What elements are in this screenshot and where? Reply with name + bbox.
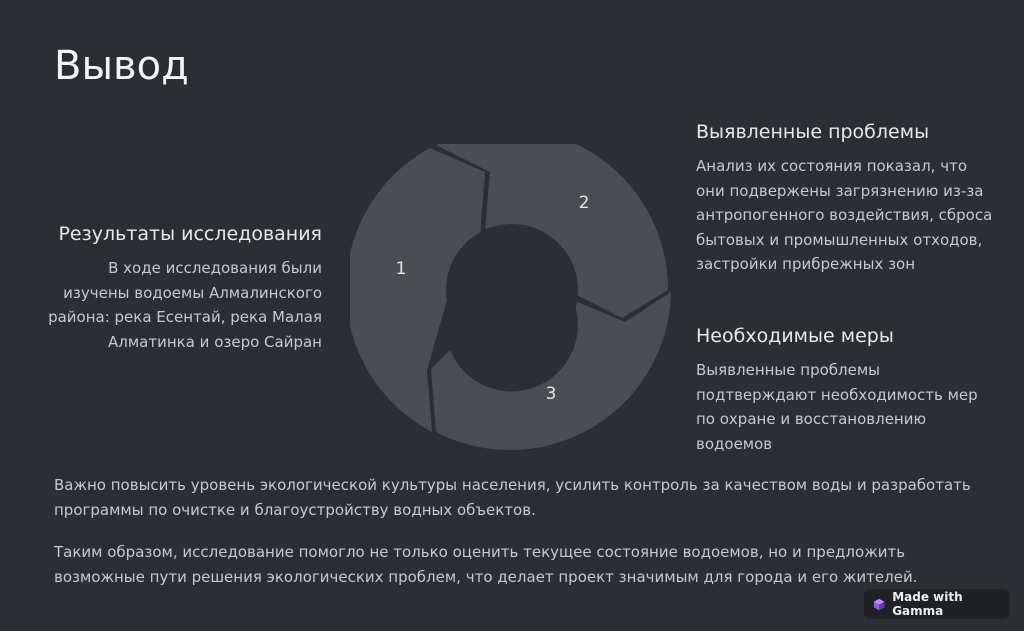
necessary-measures-text: Выявленные проблемы подтверждают необходимость мер по охране и восстановлению водоемов xyxy=(696,361,978,453)
necessary-measures-block xyxy=(696,322,996,456)
page-title: Вывод xyxy=(54,43,189,89)
identified-problems-block xyxy=(696,118,996,277)
made-with-gamma-badge[interactable] xyxy=(864,589,1010,619)
identified-problems-heading: Выявленные проблемы xyxy=(696,121,930,143)
identified-problems-text: Анализ их состояния показал, что они подвержены загрязнению из-за антропогенного воздействия, сброса бытовых и промышленных отходов, застройки прибрежных зон xyxy=(696,157,993,273)
cycle-diagram xyxy=(350,144,674,456)
cycle-label-1: 1 xyxy=(395,259,407,279)
conclusion-paragraph-2: Таким образом, исследование помогло не только оценить текущее состояние водоемов, но и предложить возможные пути решения экологических проблем, что делает проект значимым для города и его жителей. xyxy=(54,543,918,586)
badge-label: Made with Gamma xyxy=(892,590,963,618)
conclusion-paragraph-1: Важно повысить уровень экологической культуры населения, усилить контроль за качеством воды и разработать программы по очистке и благоустройству водных объектов. xyxy=(54,476,971,519)
research-results-heading: Результаты исследования xyxy=(58,223,322,245)
cycle-label-2: 2 xyxy=(578,193,590,213)
cycle-center-hole xyxy=(446,224,578,356)
gamma-logo-icon xyxy=(873,598,885,611)
necessary-measures-heading: Необходимые меры xyxy=(696,325,894,347)
cycle-label-3: 3 xyxy=(545,384,557,404)
research-results-text: В ходе исследования были изучены водоемы Алмалинского района: река Есентай, река Малая Алматинка и озеро Сайран xyxy=(48,259,322,351)
research-results-block xyxy=(40,220,322,354)
